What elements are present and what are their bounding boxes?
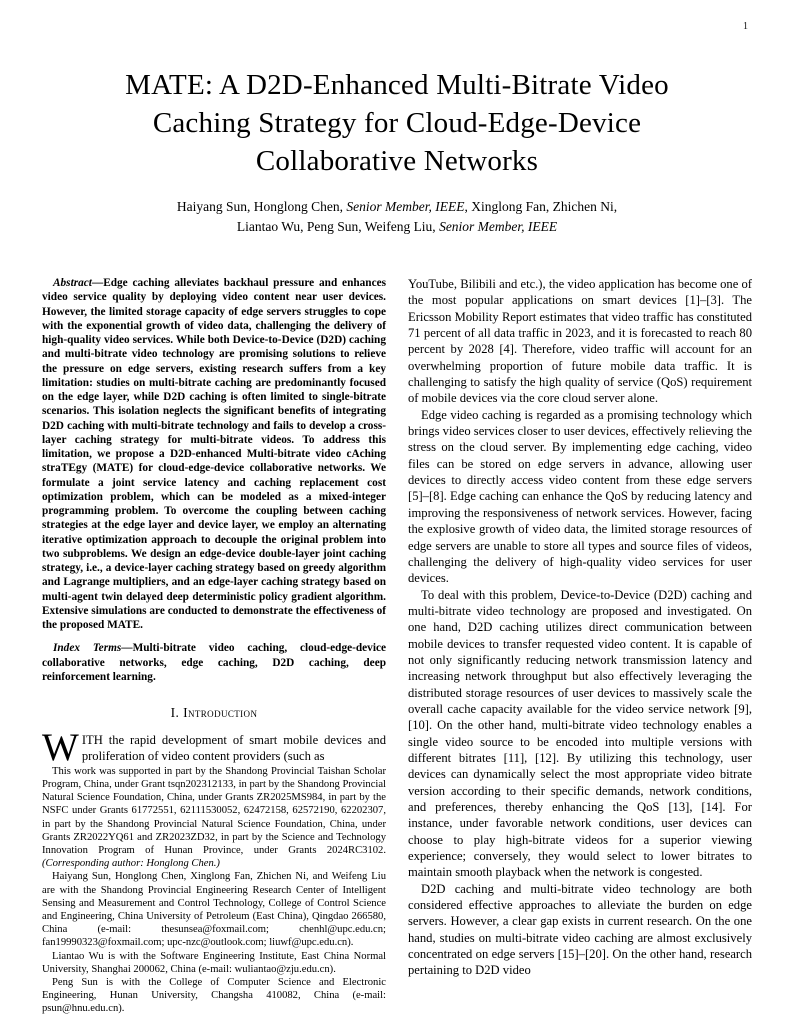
index-terms: [42, 641, 386, 684]
right-column: [408, 276, 752, 1014]
intro-paragraph: [42, 726, 386, 769]
affiliation-footnote: Liantao Wu is with the Software Engineering Institute, East China Normal University, Shanghai 200062, China (e-mail: wuliantao@zju.edu.cn).: [42, 950, 386, 975]
funding-footnote: [42, 765, 386, 871]
author-line-2: [0, 217, 794, 237]
author-membership: Senior Member, IEEE: [346, 199, 465, 214]
body-paragraph: YouTube, Bilibili and etc.), the video application has become one of the most popular applications on smart devices [1]–[3]. The Ericsson Mobility Report estimates that video traffic has constituted 71 percent of all data traffic in 2023, and it is forecasted to reach 80 percent by 2028 [4]. Therefore, video traffic will account for an overwhelming proportion of future mobile data traffic. It is challenging to satisfy the high quality of service (QoS) requirement of mobile devices via the core cloud server alone.: [408, 277, 752, 406]
index-terms-text: —Multi-bitrate video caching, cloud-edge-device collaborative networks, edge caching, D2D caching, deep reinforcement learning.: [42, 642, 386, 683]
funding-footnote-text: This work was supported in part by the Shandong Provincial Taishan Scholar Program, China, under Grant tsqn202312133, in part by the Shandong Provincial Natural Science Foundation, China, under Grants ZR2025MS984, in part by the NSFC under Grants 61772551, 62111530052, 62472158, 62572190, 62202307, in part by the Shandong Provincial Natural Science Foundation, China, under Grants ZR2022YQ61 and ZR2023ZD32, in part by the Science and Technology Innovation Program of Hunan Province, under Grants 2024RC3102.: [42, 765, 386, 856]
index-terms-label: Index Terms: [53, 642, 122, 655]
body-paragraph: D2D caching and multi-bitrate video technology are both considered effective approaches to alleviate the burden on edge servers. However, a clear gap exists in current research. On the one hand, studies on multi-bitrate video caching are almost exclusively concentrated on edge servers [15]–[20]. On the other hand, research pertaining to D2D video: [408, 881, 752, 978]
abstract-label: Abstract: [53, 277, 92, 289]
body-paragraph: To deal with this problem, Device-to-Device (D2D) caching and multi-bitrate video technology are proposed and investigated. On one hand, D2D caching utilizes direct communication between mobile devices to transfer requested video content. It is capable of not only significantly reducing network transmission latency and increasing network throughput but also effectively leveraging the distributed storage resources of user devices to massively scale the overall cache capacity available for the video service network [9], [10]. On the other hand, multi-bitrate video technology enables a single video source to be encoded into multiple versions with different bitrates [11], [12]. By utilizing this technology, user devices can dynamically select the most appropriate video bitrate version according to their specific demands, network conditions, and preferences, thereby enhancing the QoS [13], [14]. For instance, under favorable network conditions, user devices can choose to play high-bitrate videos for a superior viewing experience; conversely, they would select to lower bitrates to maintain smooth playback when the network is congested.: [408, 587, 752, 880]
two-column-body: [42, 276, 752, 1014]
author-membership: Senior Member, IEEE: [439, 219, 558, 234]
author-names: Liantao Wu, Peng Sun, Weifeng Liu,: [236, 219, 440, 234]
corresponding-author-note: (Corresponding author: Honglong Chen.): [42, 858, 220, 870]
abstract: [42, 276, 386, 632]
page-number: 1: [743, 21, 748, 32]
affiliation-footnote: Peng Sun is with the College of Computer Science and Electronic Engineering, Hunan University, Changsha 410082, China (e-mail: psun@hnu.edu.cn).: [42, 976, 386, 1015]
footnote-block: [42, 765, 386, 1016]
drop-cap: W: [42, 726, 79, 769]
author-line-1: [0, 197, 794, 217]
author-names: Haiyang Sun, Honglong Chen,: [176, 199, 347, 214]
paper-title: [60, 66, 734, 180]
paper-title-line-3: Collaborative Networks: [255, 145, 539, 177]
affiliation-footnote: Haiyang Sun, Honglong Chen, Xinglong Fan, Zhichen Ni, and Weifeng Liu are with the Shandong Provincial Engineering Research Center of Intelligent Sensing and Measurement and Control Technology, College of Control Science and Engineering, China University of Petroleum (East China), Qingdao 266580, China (e-mail: thesunsea@foxmail.com; chenhl@upc.edu.cn; fan19990323@foxmail.com; upc-nzc@outlook.com; liuwf@upc.edu.cn).: [42, 871, 386, 949]
paper-title-line-2: Caching Strategy for Cloud-Edge-Device: [152, 107, 642, 139]
paper-title-line-1: MATE: A D2D-Enhanced Multi-Bitrate Video: [125, 69, 669, 101]
section-heading-introduction: I. Introduction: [170, 705, 258, 720]
intro-paragraph-text: ITH the rapid development of smart mobile devices and proliferation of video content providers (such as: [81, 733, 386, 764]
author-names: , Xinglong Fan, Zhichen Ni,: [464, 199, 618, 214]
abstract-text: —Edge caching alleviates backhaul pressure and enhances video service quality by deploying video content near user devices. However, the limited storage capacity of edge servers struggles to cope with the exponential growth of video data, challenging the delivery of high-quality video services. While both Device-to-Device (D2D) caching and multi-bitrate video technology are promising solutions to relieve the pressure on edge servers, existing research suffers from a key limitation: studies on multi-bitrate caching are predominantly focused on the edge layer, while D2D caching is often limited to single-bitrate scenarios. This isolation neglects the significant benefits of integrating D2D caching with multi-bitrate technology and fails to develop a cross-layer caching strategy for multi-bitrate videos. To address this limitation, we propose a D2D-enhanced Multi-bitrate video cAching straTEgy (MATE) for cloud-edge-device collaborative networks. We formulate a joint service latency and caching replacement cost optimization problem, which can be modeled as a mixed-integer programming problem. To overcome the coupling between caching strategies at the edge layer and device layer, we employ an alternating iterative optimization approach to decouple the original problem into two subproblems. We design an edge-device double-layer joint caching strategy, i.e., a device-layer caching strategy based on greedy algorithm and Lagrange multipliers, and an edge-layer caching strategy based on multi-agent twin delayed deep deterministic policy gradient algorithm. Extensive simulations are conducted to demonstrate the effectiveness of the proposed MATE.: [42, 277, 386, 631]
left-column: [42, 276, 386, 1014]
body-paragraph: Edge video caching is regarded as a promising technology which brings video services closer to user devices, effectively relieving the stress on the cloud server. By implementing edge caching, video files can be stored on edge servers in advance, allowing user devices to directly access video content from these edge servers [5]–[8]. Edge caching can enhance the QoS by reducing latency and improving the responsiveness of network services. However, facing the explosive growth of video data, the limited storage resources of edge servers are unable to store all types and source files of videos, challenging the delivery of high-quality video services for user devices.: [408, 407, 752, 586]
